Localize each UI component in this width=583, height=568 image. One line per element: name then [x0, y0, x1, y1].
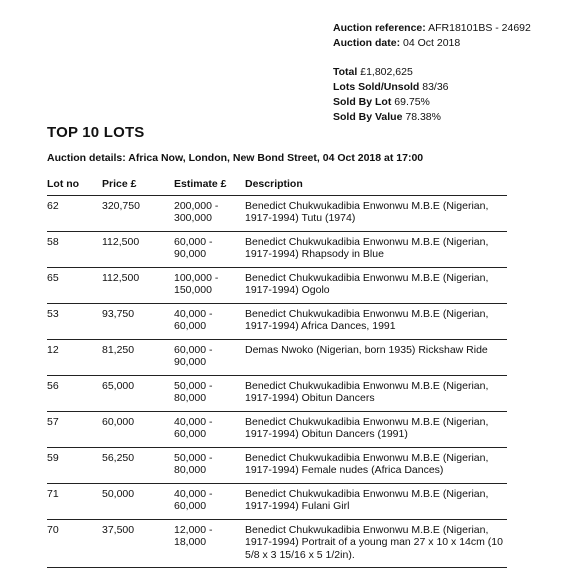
- summary-sold-by-lot-label: Sold By Lot: [333, 96, 392, 108]
- table-row: [47, 195, 507, 231]
- auction-reference-value: AFR18101BS - 24692: [428, 22, 531, 34]
- auction-date-value: 04 Oct 2018: [403, 37, 461, 49]
- lot-estimate: 50,000 - 80,000: [174, 375, 245, 411]
- lot-description: Benedict Chukwukadibia Enwonwu M.B.E (Nigerian, 1917-1994) Africa Dances, 1991: [245, 303, 507, 339]
- table-row: [47, 375, 507, 411]
- lot-price: 112,500: [102, 231, 174, 267]
- lot-number: 71: [47, 483, 102, 519]
- lot-estimate: 40,000 - 60,000: [174, 411, 245, 447]
- lot-number: 56: [47, 375, 102, 411]
- lot-description: Benedict Chukwukadibia Enwonwu M.B.E (Nigerian, 1917-1994) Female nudes (Africa Dances): [245, 447, 507, 483]
- summary-total-value: £1,802,625: [360, 66, 413, 78]
- summary-sold-by-lot: [333, 95, 531, 110]
- lot-description: Benedict Chukwukadibia Enwonwu M.B.E (Nigerian, 1917-1994) Portrait of a young man 27 x 10 x 14cm (10 5/8 x 3 15/16 x 5 1/2in).: [245, 519, 507, 568]
- lot-number: 70: [47, 519, 102, 568]
- summary-total: [333, 65, 531, 80]
- lot-number: 65: [47, 267, 102, 303]
- lot-description: Benedict Chukwukadibia Enwonwu M.B.E (Nigerian, 1917-1994) Obitun Dancers: [245, 375, 507, 411]
- page-title: TOP 10 LOTS: [47, 124, 145, 141]
- lot-number: 58: [47, 231, 102, 267]
- summary-sold-by-value-label: Sold By Value: [333, 111, 403, 123]
- table-row: [47, 411, 507, 447]
- header-price: Price £: [102, 176, 174, 195]
- lot-number: 59: [47, 447, 102, 483]
- lot-description: Demas Nwoko (Nigerian, born 1935) Rickshaw Ride: [245, 339, 507, 375]
- lot-price: 50,000: [102, 483, 174, 519]
- auction-reference: [333, 21, 531, 36]
- top-lots-table: [47, 176, 507, 568]
- lot-estimate: 60,000 - 90,000: [174, 339, 245, 375]
- lot-estimate: 40,000 - 60,000: [174, 303, 245, 339]
- lot-estimate: 60,000 - 90,000: [174, 231, 245, 267]
- lot-number: 12: [47, 339, 102, 375]
- lot-number: 53: [47, 303, 102, 339]
- summary-sold-by-value: [333, 110, 531, 125]
- lot-description: Benedict Chukwukadibia Enwonwu M.B.E (Nigerian, 1917-1994) Fulani Girl: [245, 483, 507, 519]
- lot-estimate: 50,000 - 80,000: [174, 447, 245, 483]
- lot-estimate: 200,000 - 300,000: [174, 195, 245, 231]
- table-row: [47, 483, 507, 519]
- summary-sold-by-lot-value: 69.75%: [394, 96, 430, 108]
- lot-description: Benedict Chukwukadibia Enwonwu M.B.E (Nigerian, 1917-1994) Rhapsody in Blue: [245, 231, 507, 267]
- auction-reference-label: Auction reference:: [333, 22, 426, 34]
- summary-sold-by-value-value: 78.38%: [405, 111, 441, 123]
- lot-price: 56,250: [102, 447, 174, 483]
- lot-description: Benedict Chukwukadibia Enwonwu M.B.E (Nigerian, 1917-1994) Obitun Dancers (1991): [245, 411, 507, 447]
- summary-lots: [333, 80, 531, 95]
- auction-date-label: Auction date:: [333, 37, 401, 49]
- header-description: Description: [245, 176, 507, 195]
- table-row: [47, 519, 507, 568]
- lot-number: 57: [47, 411, 102, 447]
- table-row: [47, 303, 507, 339]
- lot-description: Benedict Chukwukadibia Enwonwu M.B.E (Nigerian, 1917-1994) Tutu (1974): [245, 195, 507, 231]
- table-row: [47, 339, 507, 375]
- lot-number: 62: [47, 195, 102, 231]
- summary-lots-value: 83/36: [422, 81, 449, 93]
- lot-description: Benedict Chukwukadibia Enwonwu M.B.E (Nigerian, 1917-1994) Ogolo: [245, 267, 507, 303]
- lot-price: 93,750: [102, 303, 174, 339]
- lot-price: 65,000: [102, 375, 174, 411]
- auction-details: Auction details: Africa Now, London, New Bond Street, 04 Oct 2018 at 17:00: [47, 152, 424, 164]
- lot-estimate: 100,000 - 150,000: [174, 267, 245, 303]
- table-row: [47, 447, 507, 483]
- lot-price: 81,250: [102, 339, 174, 375]
- lot-price: 37,500: [102, 519, 174, 568]
- lot-price: 112,500: [102, 267, 174, 303]
- summary-lots-label: Lots Sold/Unsold: [333, 81, 420, 93]
- lot-estimate: 40,000 - 60,000: [174, 483, 245, 519]
- auction-meta: [333, 21, 531, 125]
- table-row: [47, 267, 507, 303]
- lot-price: 320,750: [102, 195, 174, 231]
- table-header-row: [47, 176, 507, 195]
- header-lot-no: Lot no: [47, 176, 102, 195]
- lot-price: 60,000: [102, 411, 174, 447]
- summary-total-label: Total: [333, 66, 358, 78]
- table-row: [47, 231, 507, 267]
- header-estimate: Estimate £: [174, 176, 245, 195]
- auction-date: [333, 36, 531, 51]
- lot-estimate: 12,000 - 18,000: [174, 519, 245, 568]
